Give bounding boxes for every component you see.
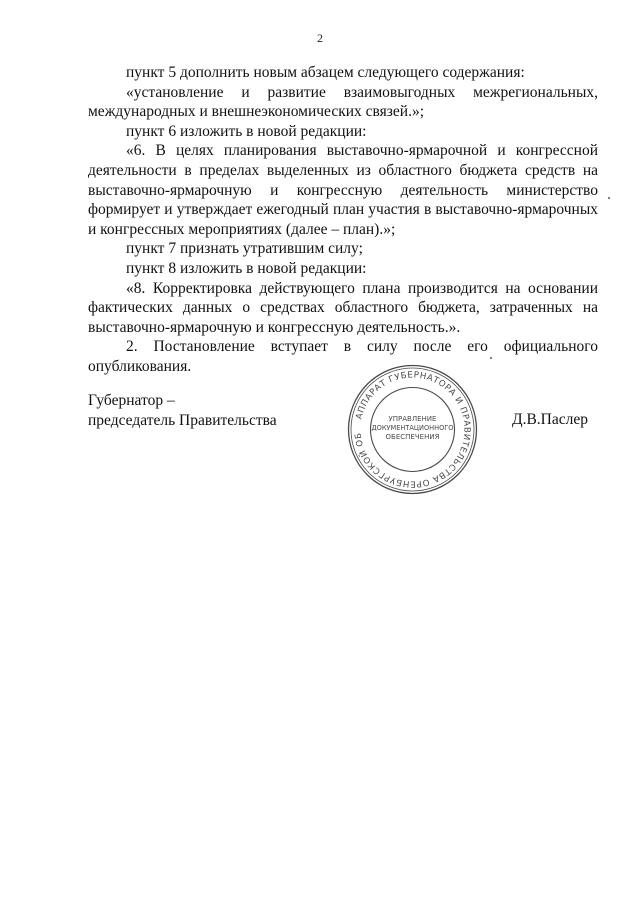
document-body xyxy=(88,63,598,377)
paragraph-6: пункт 8 изложить в новой редакции: xyxy=(126,259,367,277)
paragraph-3: пункт 6 изложить в новой редакции: xyxy=(126,122,367,140)
signature-name: Д.В.Паслер xyxy=(512,411,588,428)
stamp-ring-text: АППАРАТ ГУБЕРНАТОРА И ПРАВИТЕЛЬСТВА ОРЕНБУРГСКОЙ ОБ xyxy=(353,370,472,489)
page-number: 2 xyxy=(317,31,323,45)
stamp-center-line-3: ОБЕСПЕЧЕНИЯ xyxy=(385,433,440,441)
paragraph-2: «установление и развитие взаимовыгодных межрегиональных, международных и внешнеэкономических связей.»; xyxy=(88,83,598,121)
stamp-center-line-2: ДОКУМЕНТАЦИОННОГО xyxy=(371,424,454,432)
paragraph-4: «6. В целях планирования выставочно-ярмарочной и конгрессной деятельности в пределах выделенных из областного бюджета средств на выставочно-ярмарочную и конгрессную деятельность министерство формирует и утверждает ежегодный план участия в выставочно-ярмарочных и конгрессных мероприятиях (далее – план).»; xyxy=(88,142,598,238)
signature-position xyxy=(88,391,308,430)
scan-speck xyxy=(490,357,492,359)
stamp-seal xyxy=(345,362,480,497)
stamp-center-line-1: УПРАВЛЕНИЕ xyxy=(388,415,437,423)
official-stamp xyxy=(345,362,480,497)
scan-speck xyxy=(608,197,610,199)
paragraph-1: пункт 5 дополнить новым абзацем следующего содержания: xyxy=(126,64,525,81)
paragraph-8: 2. Постановление вступает в силу после его официального опубликования. xyxy=(88,338,598,375)
paragraph-7: «8. Корректировка действующего плана производится на основании фактических данных о средствах областного бюджета, затраченных на выставочно-ярмарочную и конгрессную деятельность.». xyxy=(88,279,598,336)
signature-position-line1: Губернатор – xyxy=(88,392,175,409)
paragraph-5: пункт 7 признать утратившим силу; xyxy=(126,240,363,258)
signature-position-line2: председатель Правительства xyxy=(88,411,277,429)
